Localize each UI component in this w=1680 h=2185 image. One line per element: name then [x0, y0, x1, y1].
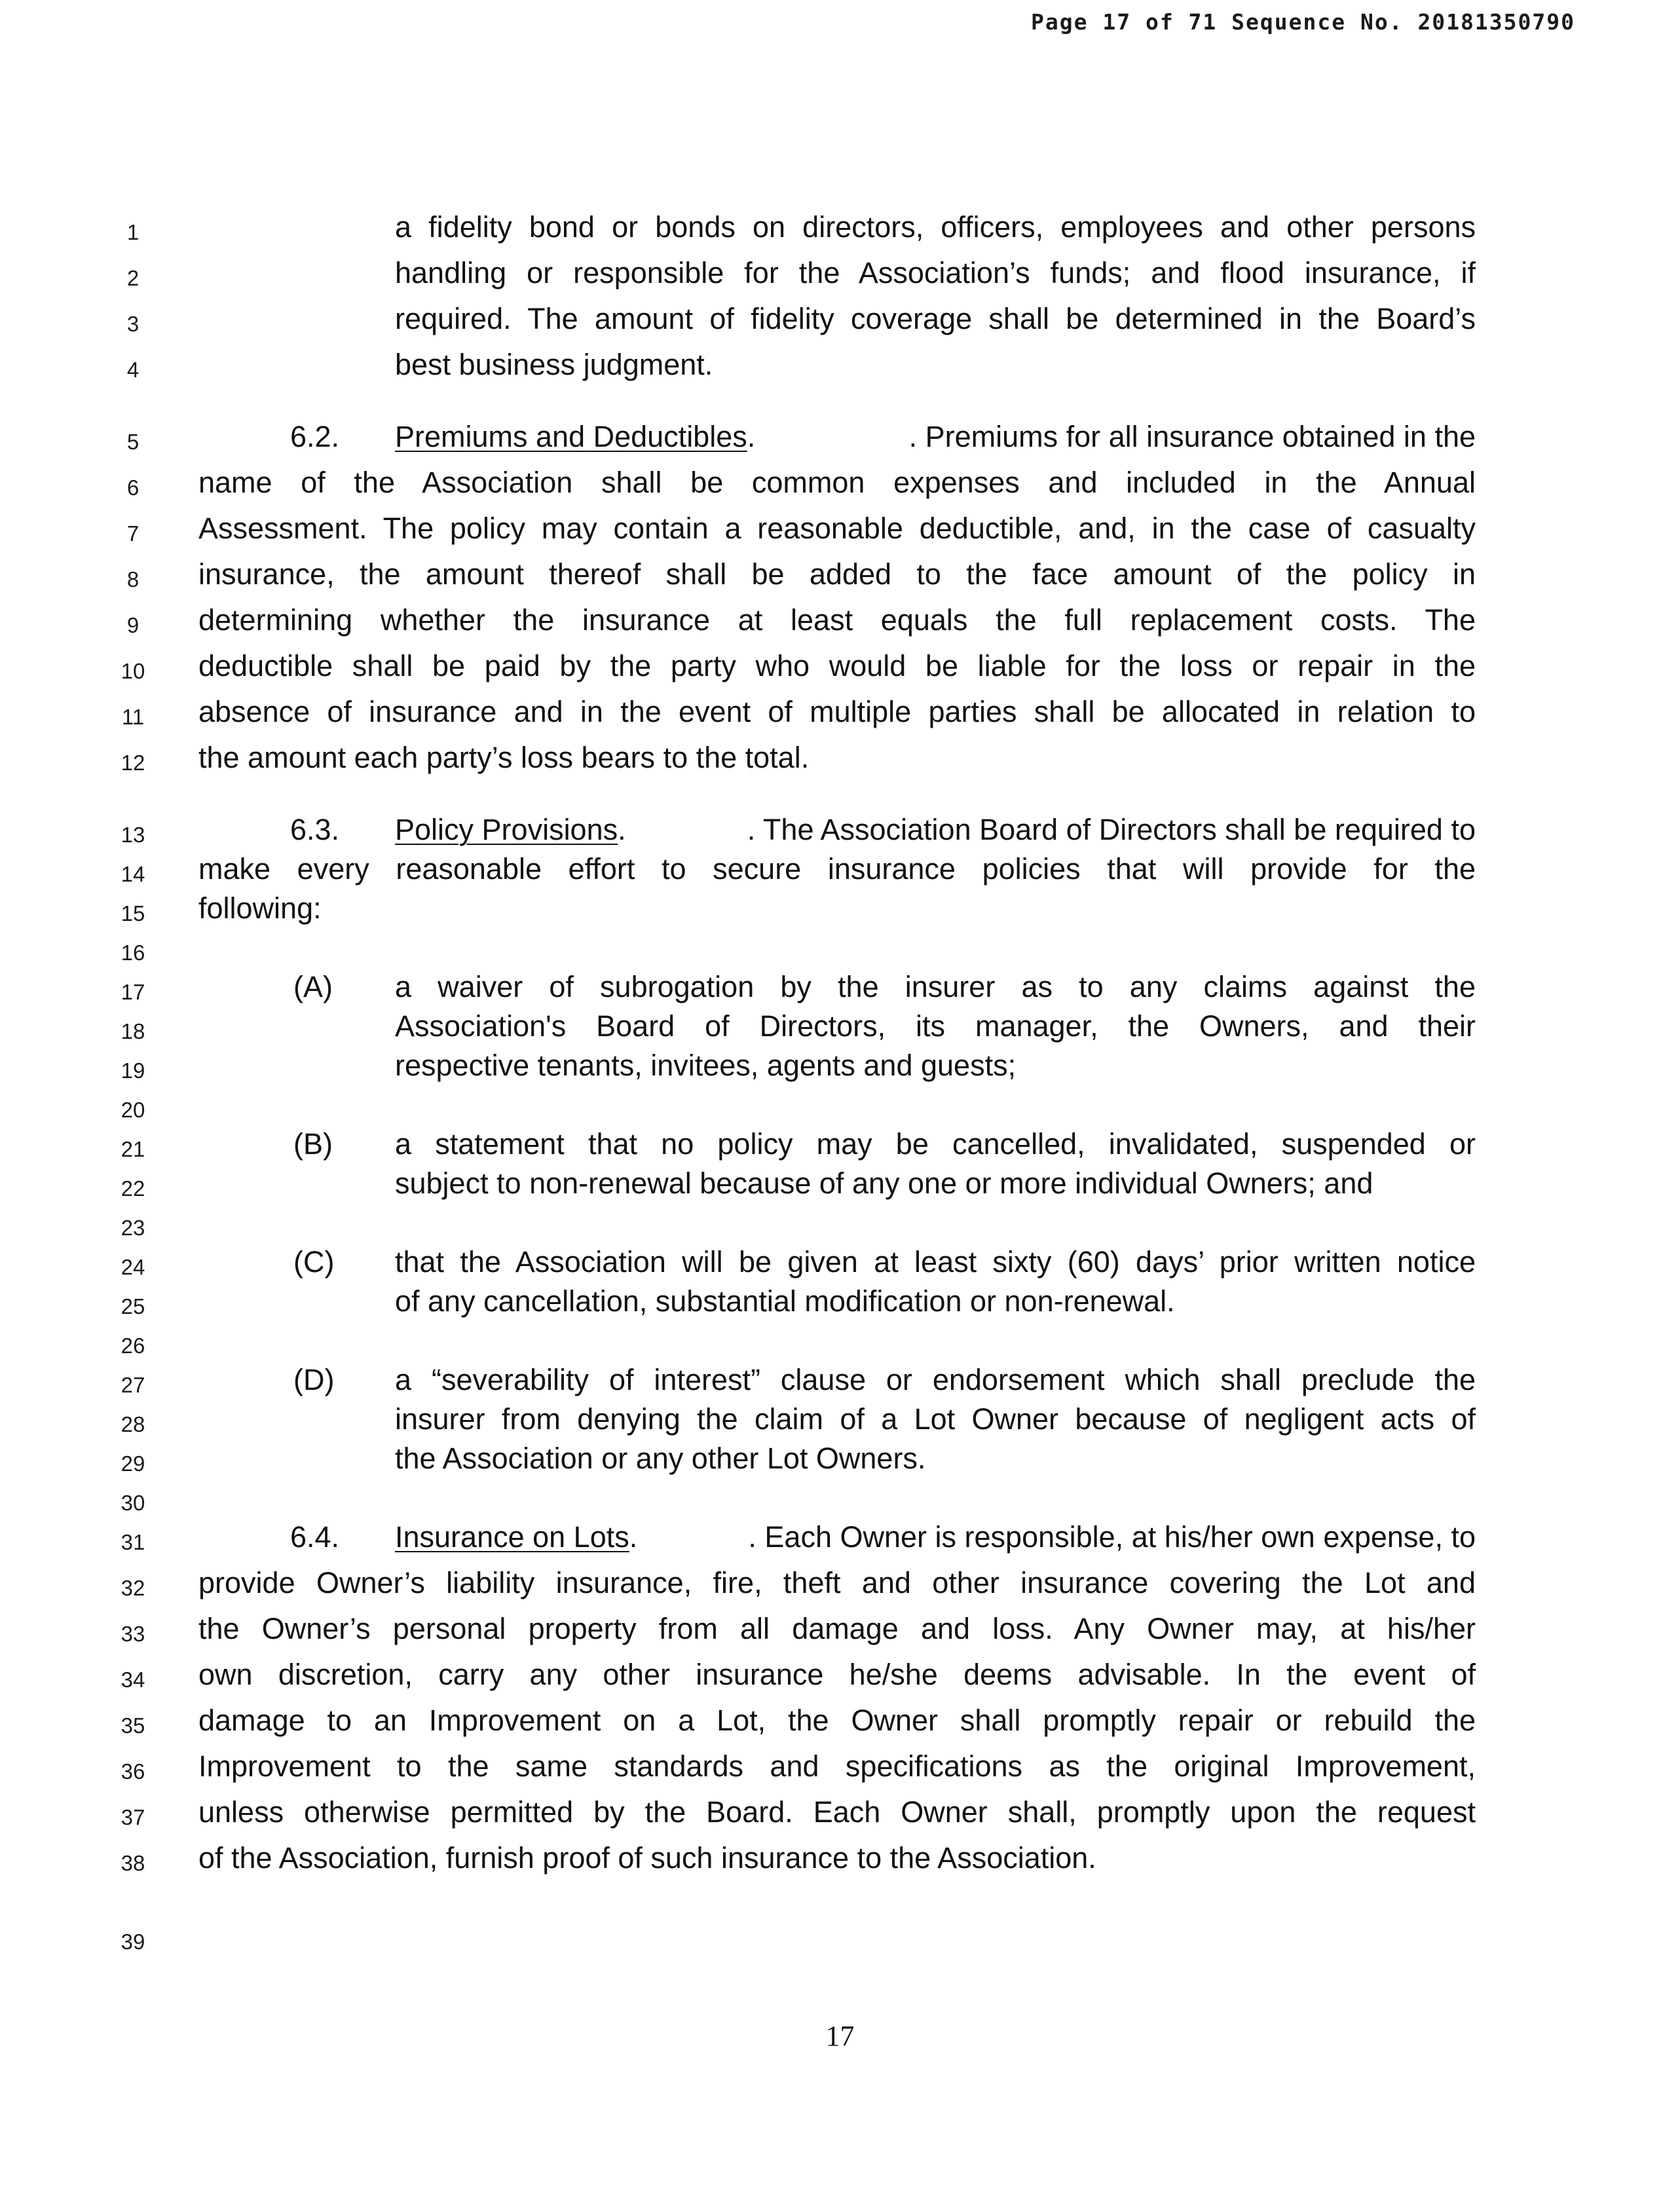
line-number: 33 — [121, 1622, 145, 1646]
text-line: . Premiums for all insurance obtained in the — [908, 420, 1476, 453]
text-line: the Owner’s personal property from all damage and loss. Any Owner may, at his/her — [198, 1612, 1476, 1645]
line-number: 7 — [126, 521, 140, 546]
text-line: of any cancellation, substantial modification or non-renewal. — [395, 1284, 1175, 1318]
line-number: 28 — [121, 1412, 145, 1436]
line-number: 8 — [126, 567, 140, 591]
text-line: own discretion, carry any other insurance he/she deems advisable. In the event of — [198, 1658, 1476, 1691]
text-line: that the Association will be given at least sixty (60) days’ prior written notice — [395, 1245, 1476, 1279]
text-line: required. The amount of fidelity coverage shall be determined in the Board’s — [395, 302, 1476, 335]
section-number: 6.4. — [290, 1520, 340, 1554]
text-line: absence of insurance and in the event of multiple parties shall be allocated in relation to — [198, 695, 1476, 728]
line-number: 2 — [126, 266, 140, 290]
line-number: 16 — [121, 941, 145, 965]
text-line: the Association or any other Lot Owners. — [395, 1442, 926, 1475]
line-number: 11 — [121, 705, 145, 729]
line-number: 31 — [121, 1530, 145, 1554]
line-number: 18 — [121, 1019, 145, 1043]
page-number: 17 — [825, 2020, 855, 2052]
item-label: (B) — [293, 1127, 333, 1161]
line-number: 38 — [121, 1851, 145, 1875]
line-number: 25 — [121, 1294, 145, 1318]
item-label: (A) — [293, 970, 333, 1003]
text-line: the amount each party’s loss bears to the total. — [198, 741, 810, 774]
line-number: 13 — [121, 823, 145, 847]
text-line: insurer from denying the claim of a Lot Owner because of negligent acts of — [395, 1402, 1476, 1436]
line-number: 20 — [121, 1098, 145, 1122]
line-number: 10 — [121, 659, 145, 683]
line-number: 32 — [121, 1576, 145, 1600]
item-label: (C) — [293, 1245, 335, 1279]
line-number: 34 — [121, 1668, 145, 1692]
line-number: 4 — [126, 358, 140, 382]
page-header: Page 17 of 71 Sequence No. 20181350790 — [1031, 9, 1575, 35]
text-line: handling or responsible for the Association’s funds; and flood insurance, if — [395, 256, 1476, 289]
text-line: name of the Association shall be common expenses and included in the Annual — [198, 466, 1476, 499]
line-number: 37 — [121, 1805, 145, 1829]
text-line: unless otherwise permitted by the Board. Each Owner shall, promptly upon the request — [198, 1795, 1476, 1829]
text-line: following: — [198, 891, 322, 925]
line-number: 5 — [126, 430, 140, 454]
section-heading-line: Policy Provisions . . The Association Board of Directors shall be required to — [395, 813, 1476, 846]
text-line: a fidelity bond or bonds on directors, officers, employees and other persons — [395, 210, 1476, 244]
text-line: insurance, the amount thereof shall be added to the face amount of the policy in — [198, 557, 1476, 591]
text-line: Association's Board of Directors, its manager, the Owners, and their — [395, 1009, 1476, 1043]
text-line: respective tenants, invitees, agents and guests; — [395, 1049, 1017, 1082]
section-number: 6.3. — [290, 813, 340, 846]
text-line: of the Association, furnish proof of such insurance to the Association. — [198, 1841, 1096, 1875]
text-line: subject to non-renewal because of any one or more individual Owners; and — [395, 1167, 1373, 1200]
text-line: provide Owner’s liability insurance, fire, theft and other insurance covering the Lot and — [198, 1566, 1476, 1599]
text-line: determining whether the insurance at least equals the full replacement costs. The — [198, 603, 1476, 637]
line-number: 19 — [121, 1058, 145, 1083]
line-number: 24 — [121, 1255, 145, 1279]
section-title: Premiums and Deductibles — [395, 420, 747, 453]
line-number: 17 — [121, 980, 145, 1004]
line-number: 6 — [126, 476, 140, 500]
line-number: 15 — [121, 901, 145, 925]
text-line: Improvement to the same standards and specifications as the original Improvement, — [198, 1749, 1476, 1783]
line-number: 27 — [121, 1373, 145, 1397]
line-number: 29 — [121, 1451, 145, 1476]
line-number: 36 — [121, 1759, 145, 1783]
line-number: 12 — [121, 751, 145, 775]
text-line: make every reasonable effort to secure insurance policies that will provide for the — [198, 852, 1476, 886]
text-line: a statement that no policy may be cancelled, invalidated, suspended or — [395, 1127, 1476, 1161]
line-number: 21 — [121, 1137, 145, 1161]
line-number: 22 — [121, 1176, 145, 1201]
section-number: 6.2. — [290, 420, 340, 453]
line-number: 3 — [126, 312, 140, 336]
section-title: Insurance on Lots — [395, 1520, 629, 1554]
text-line: deductible shall be paid by the party who would be liable for the loss or repair in the — [198, 649, 1476, 682]
section-heading-line: Insurance on Lots . . Each Owner is responsible, at his/her own expense, to — [395, 1520, 1476, 1554]
text-line: best business judgment. — [395, 348, 713, 381]
line-number: 14 — [121, 862, 145, 886]
text-line: Assessment. The policy may contain a reasonable deductible, and, in the case of casualty — [198, 512, 1476, 545]
text-line: . Each Owner is responsible, at his/her own expense, to — [748, 1520, 1476, 1554]
text-line: . The Association Board of Directors shall be required to — [747, 813, 1476, 846]
line-number: 23 — [121, 1216, 145, 1240]
line-number: 39 — [121, 1930, 145, 1954]
section-heading-line: Premiums and Deductibles . . Premiums for all insurance obtained in the — [395, 420, 1476, 453]
line-number: 30 — [121, 1491, 145, 1515]
line-number: 1 — [126, 220, 140, 244]
item-label: (D) — [293, 1363, 335, 1396]
text-line: a “severability of interest” clause or endorsement which shall preclude the — [395, 1363, 1476, 1396]
line-number: 9 — [126, 613, 140, 637]
text-line: damage to an Improvement on a Lot, the Owner shall promptly repair or rebuild the — [198, 1704, 1476, 1737]
line-number: 35 — [121, 1713, 145, 1738]
section-title: Policy Provisions — [395, 813, 618, 846]
line-number: 26 — [121, 1334, 145, 1358]
text-line: a waiver of subrogation by the insurer as to any claims against the — [395, 970, 1476, 1003]
